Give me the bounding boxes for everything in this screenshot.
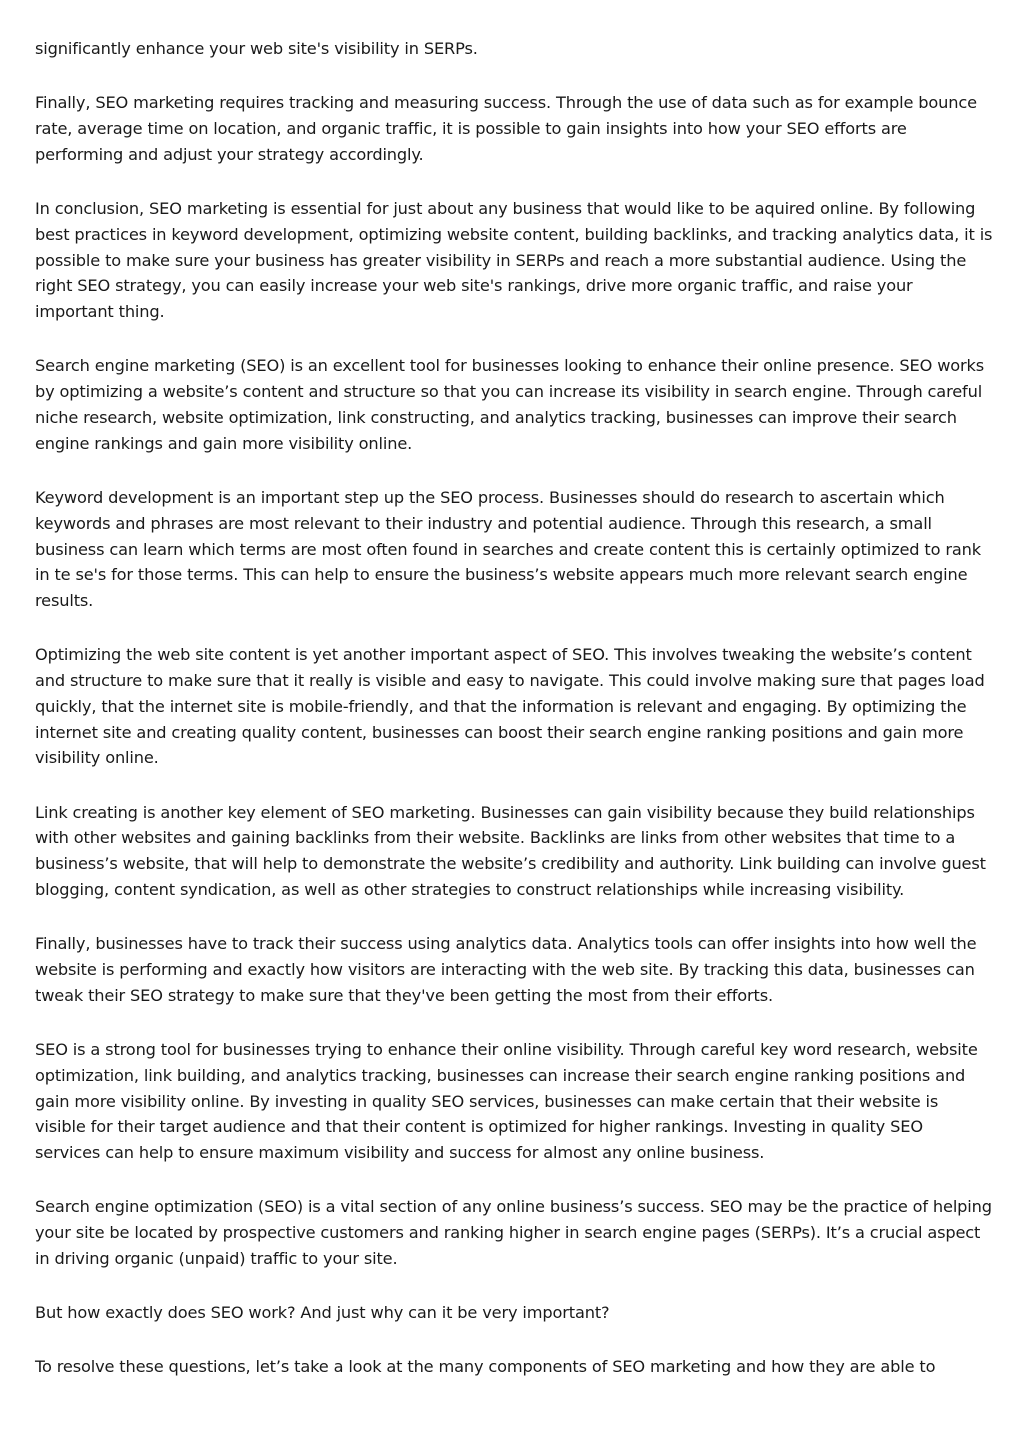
paragraph-2: Finally, SEO marketing requires tracking and measuring success. Through the use of data such as for example bounce rate, average time on location, and organic traffic, it is possible to gain insights into how your SEO efforts are performing and adjust your strategy accordingly. [35,93,977,164]
document-body [35,36,993,1409]
paragraph-9: SEO is a strong tool for businesses trying to enhance their online visibility. Through careful key word research, website optimization, link building, and analytics tracking, businesses can increase their search engine ranking positions and gain more visibility online. By investing in quality SEO services, businesses can make certain that their website is visible for their target audience and that their content is optimized for higher rankings. Investing in quality SEO services can help to ensure maximum visibility and success for almost any online business. [35,1040,978,1163]
paragraph-8: Finally, businesses have to track their success using analytics data. Analytics tools can offer insights into how well the website is performing and exactly how visitors are interacting with the web site. By tracking this data, businesses can tweak their SEO strategy to make sure that they've been getting the most from their efforts. [35,934,977,1005]
paragraph-5: Keyword development is an important step up the SEO process. Businesses should do research to ascertain which keywords and phrases are most relevant to their industry and potential audience. Through this research, a small business can learn which terms are most often found in searches and create content this is certainly optimized to rank in te se's for those terms. This can help to ensure the business’s website appears much more relevant search engine results. [35,487,981,611]
paragraph-12: To resolve these questions, let’s take a look at the many components of SEO marketing and how they are able to [35,1357,936,1377]
paragraph-11: But how exactly does SEO work? And just why can it be very important? [35,1303,610,1323]
paragraph-4: Search engine marketing (SEO) is an excellent tool for businesses looking to enhance their online presence. SEO works by optimizing a website’s content and structure so that you can increase its visibility in search engine. Through careful niche research, website optimization, link constructing, and analytics tracking, businesses can improve their search engine rankings and gain more visibility online. [35,356,985,453]
paragraph-1: significantly enhance your web site's visibility in SERPs. [35,39,478,58]
paragraph-6: Optimizing the web site content is yet another important aspect of SEO. This involves tweaking the website’s content and structure to make sure that it really is visible and easy to navigate. This could involve making sure that pages load quickly, that the internet site is mobile-friendly, and that the information is relevant and engaging. By optimizing the internet site and creating quality content, businesses can boost their search engine ranking positions and gain more visibility online. [35,645,985,768]
paragraph-3: In conclusion, SEO marketing is essential for just about any business that would like to be aquired online. By following best practices in keyword development, optimizing website content, building backlinks, and tracking analytics data, it is possible to make sure your business has greater visibility in SERPs and reach a more substantial audience. Using the right SEO strategy, you can easily increase your web site's rankings, drive more organic traffic, and raise your important thing. [35,198,993,322]
paragraph-10: Search engine optimization (SEO) is a vital section of any online business’s success. SEO may be the practice of helping your site be located by prospective customers and ranking higher in search engine pages (SERPs). It’s a crucial aspect in driving organic (unpaid) traffic to your site. [35,1197,992,1268]
paragraph-7: Link creating is another key element of SEO marketing. Businesses can gain visibility because they build relationships with other websites and gaining backlinks from their website. Backlinks are links from other websites that time to a business’s website, that will help to demonstrate the website’s credibility and authority. Link building can involve guest blogging, content syndication, as well as other strategies to construct relationships while increasing visibility. [35,802,986,900]
